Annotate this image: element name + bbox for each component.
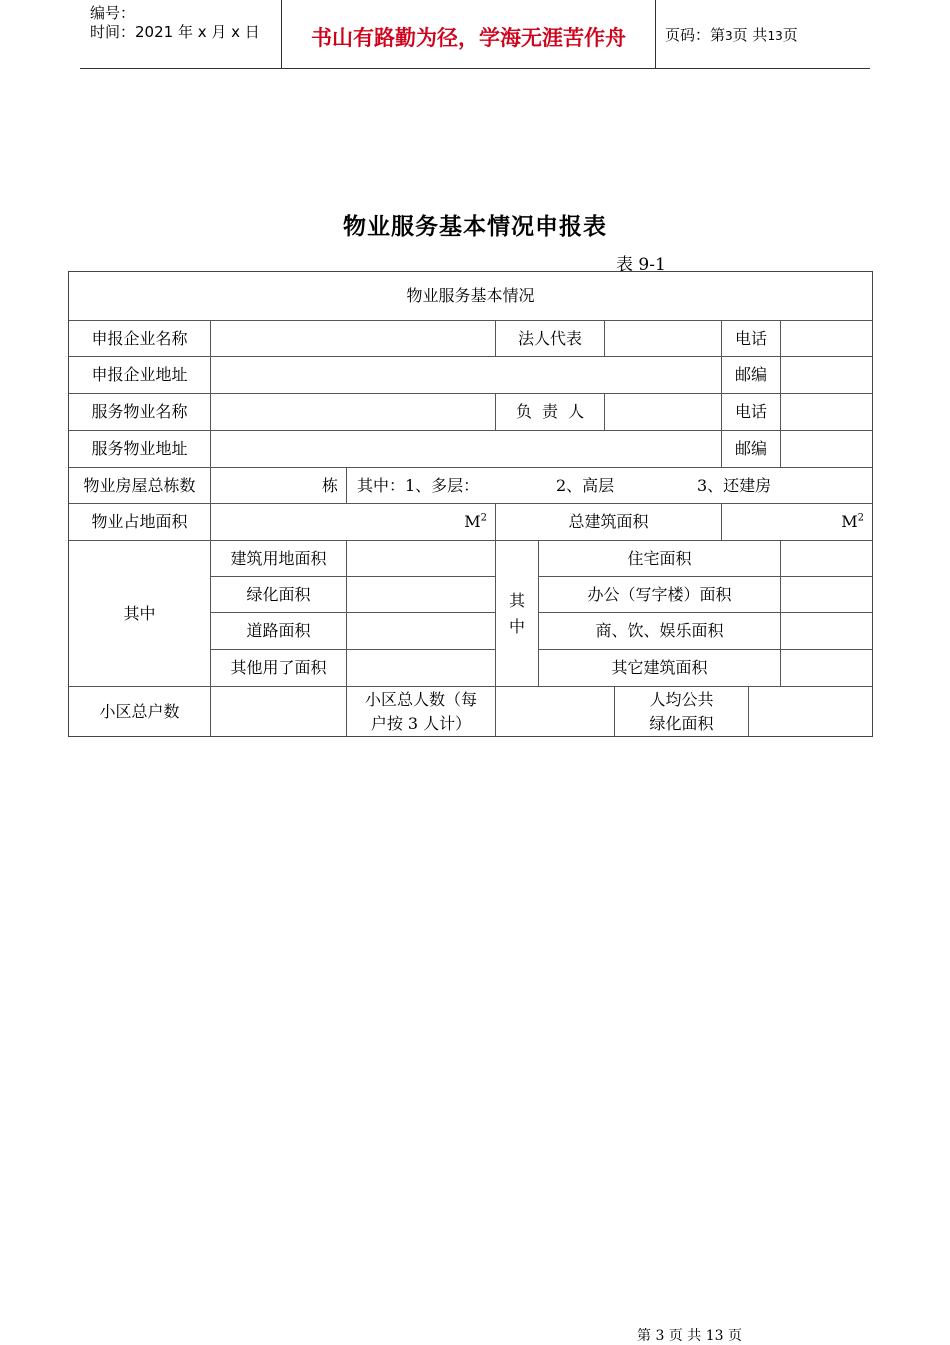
label-enterprise-address: 申报企业地址 bbox=[69, 357, 211, 394]
header-meta bbox=[90, 4, 260, 42]
label-phone: 电话 bbox=[722, 394, 781, 431]
unit-m2: $M^2$ bbox=[464, 512, 487, 531]
field-phone[interactable] bbox=[781, 321, 872, 357]
label-green-area: 绿化面积 bbox=[211, 577, 347, 613]
label-land-area: 物业占地面积 bbox=[69, 504, 211, 541]
label-of-which: 其中 bbox=[69, 541, 211, 687]
field-residential[interactable] bbox=[781, 541, 872, 577]
field-commercial[interactable] bbox=[781, 613, 872, 650]
field-green-per-capita[interactable] bbox=[749, 687, 872, 736]
unit-dong: 栋 bbox=[321, 475, 338, 495]
multi-storey-label: 其中：1、多层： bbox=[357, 475, 480, 495]
field-enterprise-address[interactable] bbox=[211, 357, 722, 394]
section-title: 物业服务基本情况 bbox=[69, 272, 872, 321]
field-legal-rep[interactable] bbox=[605, 321, 722, 357]
label-enterprise-name: 申报企业名称 bbox=[69, 321, 211, 357]
label-property-name: 服务物业名称 bbox=[69, 394, 211, 431]
population-line2: 户按 3 人计） bbox=[370, 713, 472, 733]
table-number: 表 9-1 bbox=[616, 255, 666, 275]
label-construction-land: 建筑用地面积 bbox=[211, 541, 347, 577]
page-mid: 页 共 bbox=[732, 26, 768, 44]
field-green-area[interactable] bbox=[347, 577, 496, 613]
field-property-address[interactable] bbox=[211, 431, 722, 468]
unit-m2: $M^2$ bbox=[841, 512, 864, 531]
field-zip[interactable] bbox=[781, 357, 872, 394]
label-zip: 邮编 bbox=[722, 431, 781, 468]
field-enterprise-name[interactable] bbox=[211, 321, 496, 357]
label-of-which-vertical bbox=[496, 541, 539, 687]
page-prefix: 页码：第 bbox=[665, 26, 726, 44]
page-total: 13 bbox=[767, 29, 783, 43]
label-commercial: 商、饮、娱乐面积 bbox=[539, 613, 781, 650]
property-service-form bbox=[68, 271, 873, 737]
code-label: 编号： bbox=[90, 4, 136, 22]
field-building-count[interactable] bbox=[211, 468, 347, 504]
high-rise-label: 2、高层 bbox=[556, 475, 615, 495]
field-property-name[interactable] bbox=[211, 394, 496, 431]
field-office[interactable] bbox=[781, 577, 872, 613]
date-label: 时间：2021 年 x 月 x 日 bbox=[90, 23, 260, 41]
population-line1: 小区总人数（每 bbox=[364, 689, 477, 709]
field-total-floor-area[interactable] bbox=[722, 504, 872, 541]
char-zhong: 中 bbox=[508, 616, 525, 636]
label-person-in-charge: 负 责 人 bbox=[496, 394, 605, 431]
label-total-floor-area: 总建筑面积 bbox=[496, 504, 722, 541]
label-property-address: 服务物业地址 bbox=[69, 431, 211, 468]
label-office: 办公（写字楼）面积 bbox=[539, 577, 781, 613]
label-zip: 邮编 bbox=[722, 357, 781, 394]
field-phone[interactable] bbox=[781, 394, 872, 431]
label-legal-rep: 法人代表 bbox=[496, 321, 605, 357]
green-per-capita-line1: 人均公共 bbox=[649, 689, 714, 709]
header-divider bbox=[655, 0, 656, 68]
resettlement-label: 3、还建房 bbox=[697, 475, 772, 495]
label-building-count: 物业房屋总栋数 bbox=[69, 468, 211, 504]
label-population bbox=[347, 687, 496, 736]
page-suffix: 页 bbox=[782, 26, 798, 44]
document-title: 物业服务基本情况申报表 bbox=[343, 214, 607, 240]
page-current: 3 bbox=[725, 29, 733, 43]
field-land-area[interactable] bbox=[211, 504, 496, 541]
field-road-area[interactable] bbox=[347, 613, 496, 650]
label-other-building: 其它建筑面积 bbox=[539, 650, 781, 687]
label-phone: 电话 bbox=[722, 321, 781, 357]
label-residential: 住宅面积 bbox=[539, 541, 781, 577]
field-households[interactable] bbox=[211, 687, 347, 736]
field-zip[interactable] bbox=[781, 431, 872, 468]
label-other-used: 其他用了面积 bbox=[211, 650, 347, 687]
field-population[interactable] bbox=[496, 687, 615, 736]
label-road-area: 道路面积 bbox=[211, 613, 347, 650]
field-other-used[interactable] bbox=[347, 650, 496, 687]
green-per-capita-line2: 绿化面积 bbox=[649, 713, 714, 733]
building-breakdown bbox=[347, 468, 872, 504]
field-person-in-charge[interactable] bbox=[605, 394, 722, 431]
label-green-per-capita bbox=[615, 687, 749, 736]
footer-page-number: 第 3 页 共 13 页 bbox=[637, 1328, 742, 1344]
char-qi: 其 bbox=[508, 590, 525, 610]
field-other-building[interactable] bbox=[781, 650, 872, 687]
header-page-number bbox=[665, 24, 798, 45]
label-households: 小区总户数 bbox=[69, 687, 211, 736]
page-header bbox=[80, 0, 870, 69]
field-construction-land[interactable] bbox=[347, 541, 496, 577]
header-motto: 书山有路勤为径，学海无涯苦作舟 bbox=[311, 26, 626, 50]
